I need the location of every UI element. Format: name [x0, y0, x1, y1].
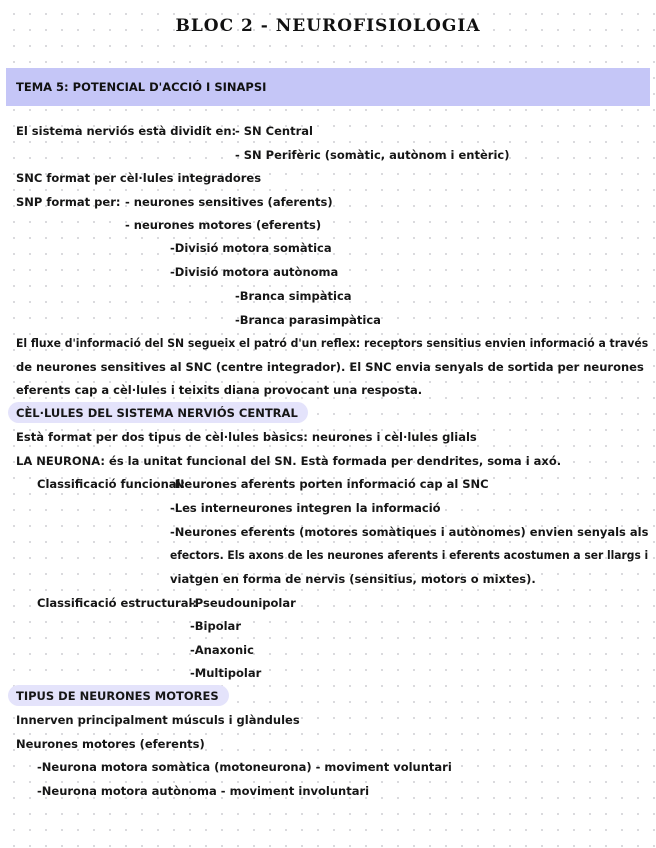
- motor-line-3: -Neurona motora somàtica (motoneurona) - moviment voluntari: [37, 760, 452, 774]
- struct-item-2: -Bipolar: [190, 619, 241, 633]
- divisio-autonoma: -Divisió motora autònoma: [170, 265, 339, 279]
- cells-heading-text: CÈL·LULES DEL SISTEMA NERVIÓS CENTRAL: [16, 405, 298, 420]
- motor-heading-text: TIPUS DE NEURONES MOTORES: [16, 688, 219, 703]
- motor-line-4: -Neurona motora autònoma - moviment involuntari: [37, 784, 370, 798]
- cells-heading: [8, 402, 308, 423]
- branca-parasimpatica: -Branca parasimpàtica: [235, 313, 381, 327]
- snc-line: SNC format per cèl·lules integradores: [16, 171, 262, 185]
- snp-sensitives: - neurones sensitives (aferents): [125, 195, 333, 209]
- branca-simpatica: -Branca simpàtica: [235, 289, 352, 303]
- struct-item-4: -Multipolar: [190, 666, 262, 680]
- func-item-5: viatgen en forma de nervis (sensitius, motors o mixtes).: [170, 572, 536, 586]
- sn-periferic: - SN Perifèric (somàtic, autònom i entèric): [235, 148, 510, 162]
- snp-intro: SNP format per:: [16, 195, 121, 209]
- func-label: Classificació funcional:: [37, 477, 186, 491]
- snp-motores: - neurones motores (eferents): [125, 218, 322, 232]
- sn-intro: El sistema nerviós està dividit en:: [16, 124, 237, 138]
- struct-label: Classificació estructural:: [37, 596, 198, 610]
- func-item-4: efectors. Els axons de les neurones aferents i eferents acostumen a ser llargs i: [170, 548, 649, 562]
- struct-item-3: -Anaxonic: [190, 643, 254, 657]
- func-item-1: -Neurones aferents porten informació cap al SNC: [170, 477, 489, 491]
- struct-item-1: -Pseudounipolar: [190, 596, 296, 610]
- func-item-3: -Neurones eferents (motores somàtiques i autònomes) envien senyals als: [170, 525, 649, 539]
- divisio-somatica: -Divisió motora somàtica: [170, 241, 332, 255]
- section-banner: [6, 68, 650, 106]
- flux-line-2: de neurones sensitives al SNC (centre integrador). El SNC envia senyals de sortida per neurones: [16, 360, 644, 374]
- motor-line-1: Innerven principalment músculs i glàndules: [16, 713, 300, 727]
- motor-heading: [8, 685, 229, 706]
- sn-central: - SN Central: [235, 124, 313, 138]
- section-banner-text: TEMA 5: POTENCIAL D'ACCIÓ I SINAPSI: [16, 80, 267, 94]
- neurona-line: LA NEURONA: és la unitat funcional del SN. Està formada per dendrites, soma i axó.: [16, 454, 562, 468]
- page-title: BLOC 2 - NEUROFISIOLOGIA: [175, 16, 481, 36]
- flux-line-1: El fluxe d'informació del SN segueix el patró d'un reflex: receptors sensitius envien informació a través: [16, 336, 649, 350]
- cells-line-1: Està format per dos tipus de cèl·lules bàsics: neurones i cèl·lules glials: [16, 430, 477, 444]
- motor-line-2: Neurones motores (eferents): [16, 737, 205, 751]
- func-item-2: -Les interneurones integren la informació: [170, 501, 441, 515]
- flux-line-3: eferents cap a cèl·lules i teixits diana provocant una resposta.: [16, 383, 423, 397]
